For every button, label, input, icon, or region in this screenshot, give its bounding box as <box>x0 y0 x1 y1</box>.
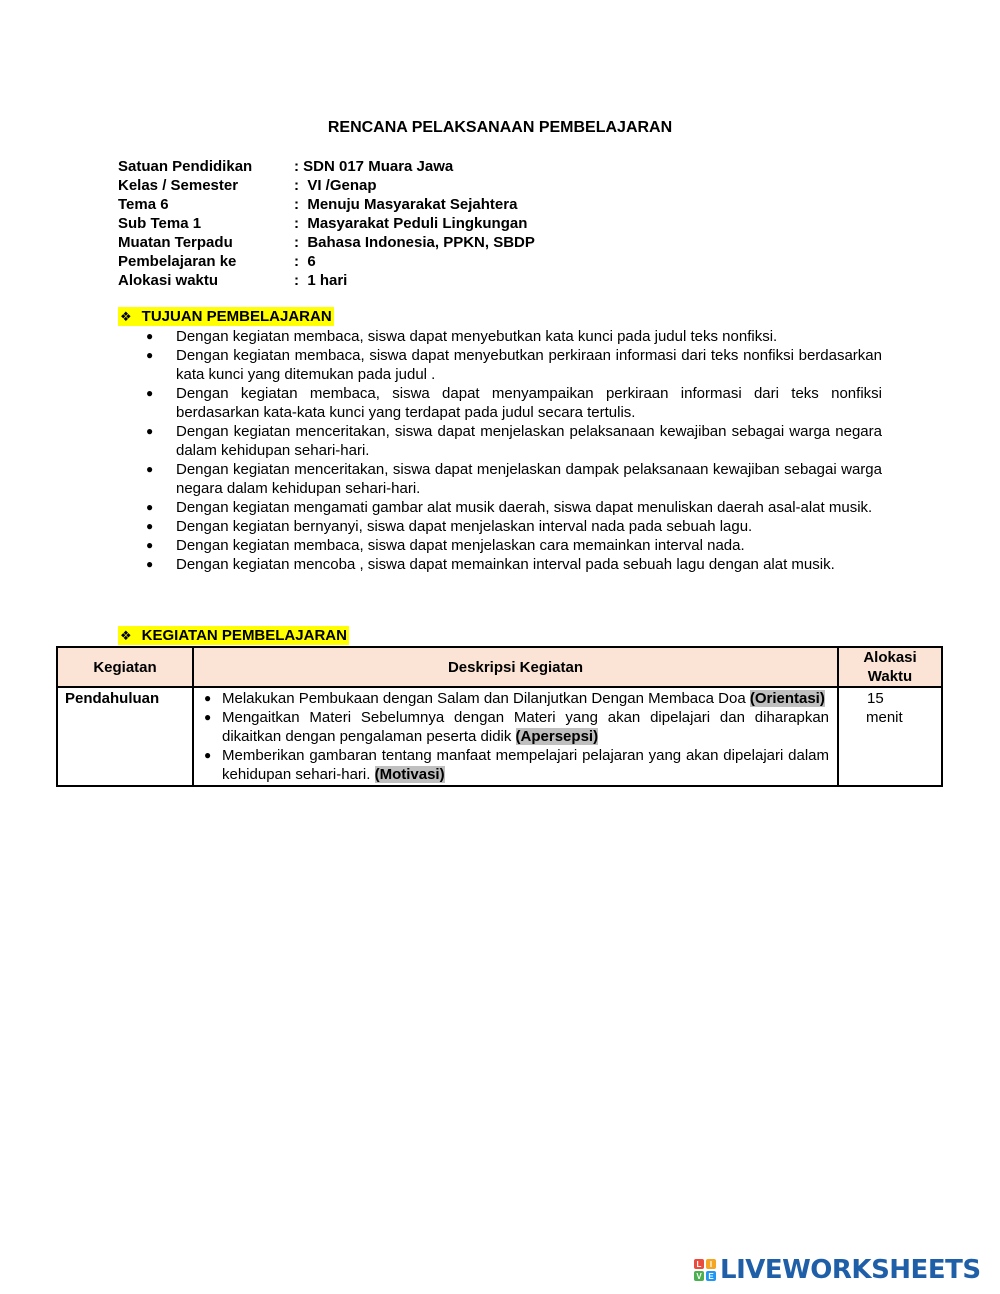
info-value: : Masyarakat Peduli Lingkungan <box>294 215 528 232</box>
list-item-text: Dengan kegiatan membaca, siswa dapat menyebutkan kata kunci pada judul teks nonfiksi. <box>176 328 778 345</box>
info-block <box>118 157 535 290</box>
bullet-icon: ● <box>146 557 154 571</box>
bullet-icon: ● <box>204 691 212 705</box>
list-item <box>202 746 829 784</box>
tujuan-heading <box>118 307 334 326</box>
list-item <box>146 555 882 574</box>
kegiatan-heading-text: KEGIATAN PEMBELAJARAN <box>141 627 347 644</box>
list-item <box>146 517 882 536</box>
bullet-icon: ● <box>146 519 154 533</box>
bullet-icon: ● <box>146 348 154 362</box>
cell-deskripsi <box>193 687 838 786</box>
list-item-text: Dengan kegiatan menceritakan, siswa dapat menjelaskan dampak pelaksanaan kewajiban sebagai warga negara dalam kehidupan sehari-hari. <box>176 461 882 497</box>
info-value: : VI /Genap <box>294 177 377 194</box>
list-item <box>146 327 882 346</box>
table-header-row <box>57 647 942 687</box>
bullet-icon: ● <box>204 710 212 724</box>
info-row <box>118 233 535 252</box>
liveworksheets-logo-icon <box>693 1258 717 1282</box>
list-item <box>146 422 882 460</box>
info-label: Satuan Pendidikan <box>118 158 253 175</box>
bullet-icon: ● <box>146 462 154 476</box>
list-item-text: Dengan kegiatan mengamati gambar alat musik daerah, siswa dapat menuliskan daerah asal-alat musik. <box>176 499 873 516</box>
info-label: Alokasi waktu <box>118 272 219 289</box>
info-value: : Bahasa Indonesia, PPKN, SBDP <box>294 234 535 251</box>
info-row <box>118 195 535 214</box>
header-alokasi-line1: Alokasi <box>863 649 917 666</box>
bullet-icon: ● <box>146 538 154 552</box>
list-item <box>146 536 882 555</box>
cell-alokasi <box>838 687 942 786</box>
info-label: Kelas / Semester <box>118 177 239 194</box>
header-alokasi <box>838 647 942 687</box>
list-item-text: Dengan kegiatan membaca, siswa dapat menjelaskan cara memainkan interval nada. <box>176 537 745 554</box>
info-value: : Menuju Masyarakat Sejahtera <box>294 196 518 213</box>
list-item-text: Dengan kegiatan mencoba , siswa dapat memainkan interval pada sebuah lagu dengan alat musik. <box>176 556 835 573</box>
list-item <box>146 460 882 498</box>
list-item <box>202 689 829 708</box>
list-item-text: Dengan kegiatan membaca, siswa dapat menyampaikan perkiraan informasi dari teks nonfiksi berdasarkan kata-kata kunci yang terdapat pada judul secara tertulis. <box>176 385 882 421</box>
logo-letter: E <box>706 1271 716 1281</box>
list-item <box>202 708 829 746</box>
info-row <box>118 157 535 176</box>
alokasi-unit: menit <box>866 709 903 726</box>
bullet-icon: ● <box>146 329 154 343</box>
alokasi-value: 15 <box>867 690 884 707</box>
info-value: : 6 <box>294 253 316 270</box>
header-deskripsi: Deskripsi Kegiatan <box>193 647 838 687</box>
info-label: Sub Tema 1 <box>118 215 202 232</box>
list-item-text: Memberikan gambaran tentang manfaat mempelajari pelajaran yang akan dipelajari dalam kehidupan sehari-hari. <box>222 747 829 783</box>
tujuan-heading-text: TUJUAN PEMBELAJARAN <box>141 308 332 325</box>
list-item-text: Melakukan Pembukaan dengan Salam dan Dilanjutkan Dengan Membaca Doa <box>222 690 750 707</box>
info-label: Pembelajaran ke <box>118 253 237 270</box>
bullet-icon: ● <box>146 386 154 400</box>
deskripsi-list <box>202 689 829 784</box>
info-label: Tema 6 <box>118 196 169 213</box>
list-item-text: Dengan kegiatan menceritakan, siswa dapat menjelaskan pelaksanaan kewajiban sebagai warga negara dalam kehidupan sehari-hari. <box>176 423 882 459</box>
logo-letter: L <box>694 1259 704 1269</box>
list-item <box>146 346 882 384</box>
tag-motivasi: (Motivasi) <box>374 766 445 783</box>
tujuan-list <box>146 327 882 574</box>
kegiatan-table <box>56 646 943 787</box>
bullet-icon: ● <box>146 500 154 514</box>
info-label: Muatan Terpadu <box>118 234 233 251</box>
cell-kegiatan: Pendahuluan <box>57 687 193 786</box>
list-item-text: Mengaitkan Materi Sebelumnya dengan Materi yang akan dipelajari dan diharapkan dikaitkan dengan pengalaman peserta didik <box>222 709 829 745</box>
page-title: RENCANA PELAKSANAAN PEMBELAJARAN <box>327 119 673 136</box>
info-row <box>118 214 535 233</box>
list-item-text: Dengan kegiatan bernyanyi, siswa dapat menjelaskan interval nada pada sebuah lagu. <box>176 518 753 535</box>
info-row <box>118 271 535 290</box>
logo-letter: V <box>694 1271 704 1281</box>
info-row <box>118 252 535 271</box>
liveworksheets-brand <box>693 1256 981 1284</box>
logo-letter: I <box>706 1259 716 1269</box>
list-item-text: Dengan kegiatan membaca, siswa dapat menyebutkan perkiraan informasi dari teks nonfiksi berdasarkan kata kunci yang ditemukan pada judul . <box>176 347 882 383</box>
header-alokasi-line2: Waktu <box>867 668 913 685</box>
list-item <box>146 384 882 422</box>
brand-text: LIVEWORKSHEETS <box>720 1255 981 1285</box>
bullet-icon: ● <box>204 748 212 762</box>
header-kegiatan: Kegiatan <box>57 647 193 687</box>
kegiatan-heading <box>118 626 349 645</box>
table-row <box>57 687 942 786</box>
diamond-bullet-icon: ❖ <box>120 628 132 643</box>
diamond-bullet-icon: ❖ <box>120 309 132 324</box>
bullet-icon: ● <box>146 424 154 438</box>
tag-orientasi: (Orientasi) <box>749 690 825 707</box>
info-row <box>118 176 535 195</box>
tag-apersepsi: (Apersepsi) <box>515 728 599 745</box>
info-value: : SDN 017 Muara Jawa <box>294 158 454 175</box>
info-value: : 1 hari <box>294 272 348 289</box>
list-item <box>146 498 882 517</box>
